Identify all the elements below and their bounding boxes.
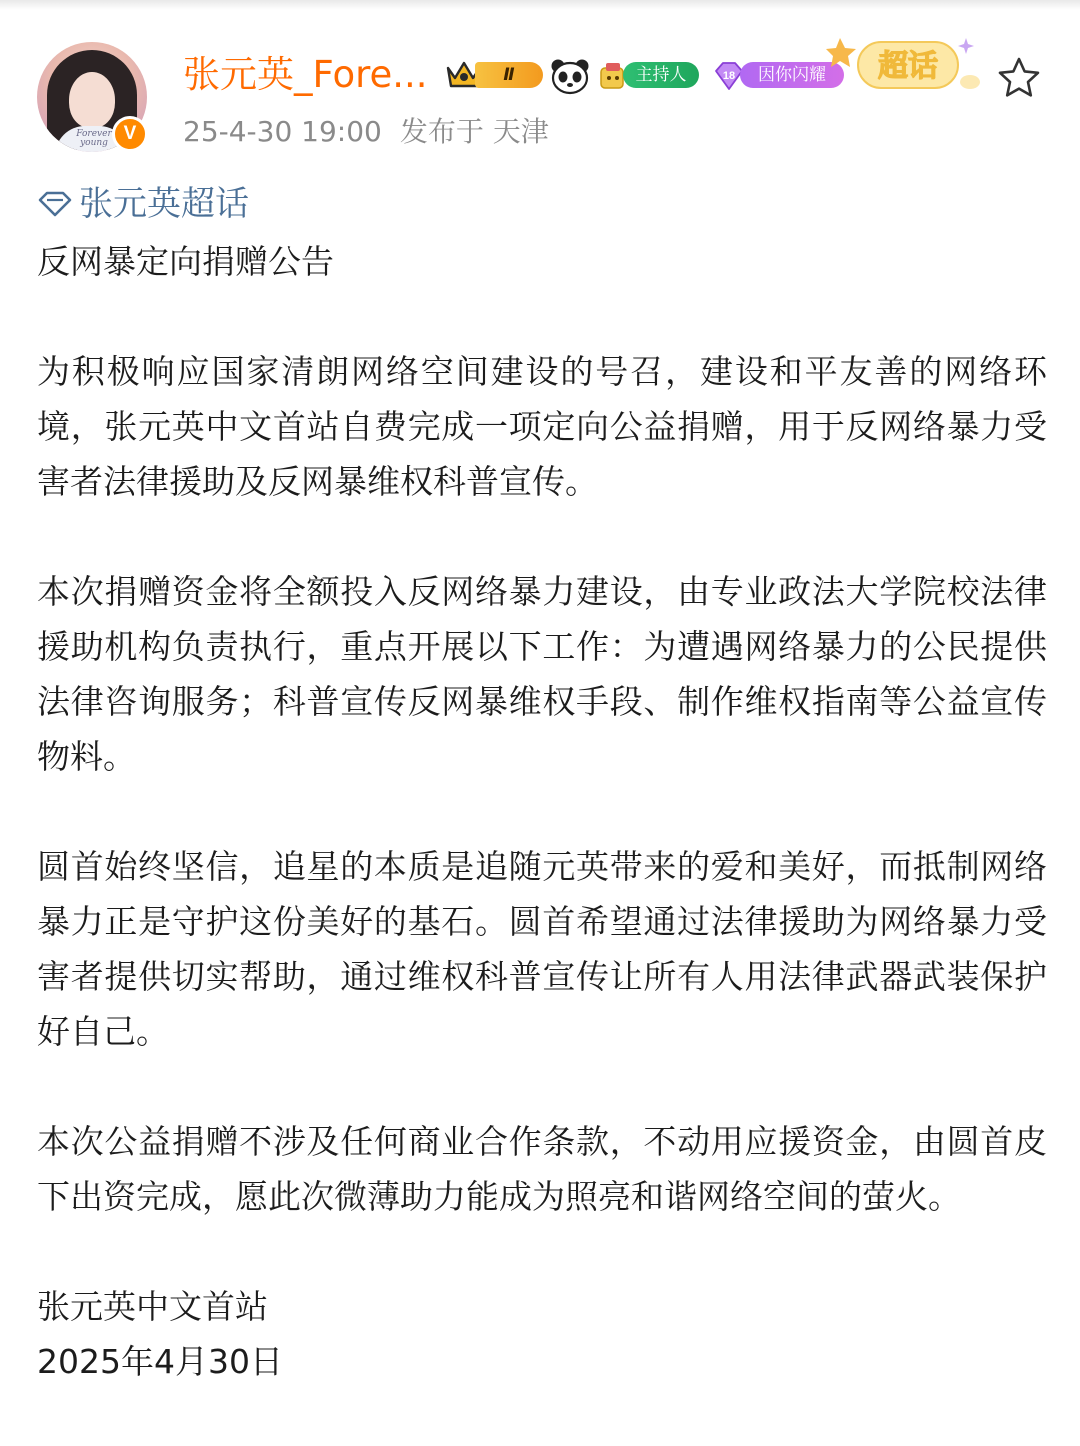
topic-tag-label: 张元英超话 <box>79 184 249 224</box>
avatar-caption: Forever young <box>76 129 112 148</box>
level-badge-label: Ⅱ <box>475 62 543 88</box>
super-topic-label: 超话 <box>878 49 938 84</box>
paragraph-gap <box>37 784 1047 839</box>
post-content <box>37 234 1047 1389</box>
paragraph-gap <box>37 289 1047 344</box>
top-edge <box>0 0 1080 10</box>
fan-level-number: 18 <box>722 70 736 82</box>
fan-level-badge[interactable] <box>712 60 844 90</box>
post-date: 2025年4月30日 <box>37 1342 283 1381</box>
level-badge[interactable] <box>445 58 545 92</box>
avatar-face <box>69 72 115 128</box>
post-meta <box>183 112 567 152</box>
post-paragraph: 本次公益捐赠不涉及任何商业合作条款，不动用应援资金，由圆首皮下出资完成，愿此次微薄助力能成为照亮和谐网络空间的萤火。 <box>37 1122 1047 1216</box>
post-paragraph: 圆首始终坚信，追星的本质是追随元英带来的爱和美好，而抵制网络暴力正是守护这份美好的基石。圆首希望通过法律援助为网络暴力受害者提供切实帮助，通过维权科普宣传让所有人用法律武器武装保护好自己。 <box>37 847 1047 1051</box>
diamond-icon <box>37 190 73 218</box>
post-paragraph: 为积极响应国家清朗网络空间建设的号召，建设和平友善的网络环境，张元英中文首站自费完成一项定向公益捐赠，用于反网络暴力受害者法律援助及反网暴维权科普宣传。 <box>37 352 1047 501</box>
post-title: 反网暴定向捐赠公告 <box>37 242 334 281</box>
star-icon[interactable] <box>996 55 1042 101</box>
post-paragraph: 本次捐赠资金将全额投入反网络暴力建设，由专业政法大学院校法律援助机构负责执行，重点开展以下工作：为遭遇网络暴力的公民提供法律咨询服务；科普宣传反网暴维权手段、制作维权指南等公益宣传物料。 <box>37 572 1047 776</box>
super-topic-badge-art <box>826 30 986 100</box>
host-badge[interactable] <box>597 60 701 90</box>
post-timestamp: 25-4-30 19:00 <box>183 115 382 148</box>
paragraph-gap <box>37 1224 1047 1279</box>
super-topic-badge[interactable] <box>826 30 986 100</box>
username-link[interactable]: 张元英_Fore... <box>183 53 428 96</box>
panda-icon <box>550 57 590 95</box>
verified-badge-icon: V <box>112 116 148 152</box>
fan-title-label: 因你闪耀 <box>740 62 844 88</box>
paragraph-gap <box>37 1059 1047 1114</box>
post-location: 发布于 天津 <box>399 115 549 148</box>
paragraph-gap <box>37 509 1047 564</box>
host-badge-label: 主持人 <box>623 62 699 88</box>
post-signature: 张元英中文首站 <box>37 1287 268 1326</box>
